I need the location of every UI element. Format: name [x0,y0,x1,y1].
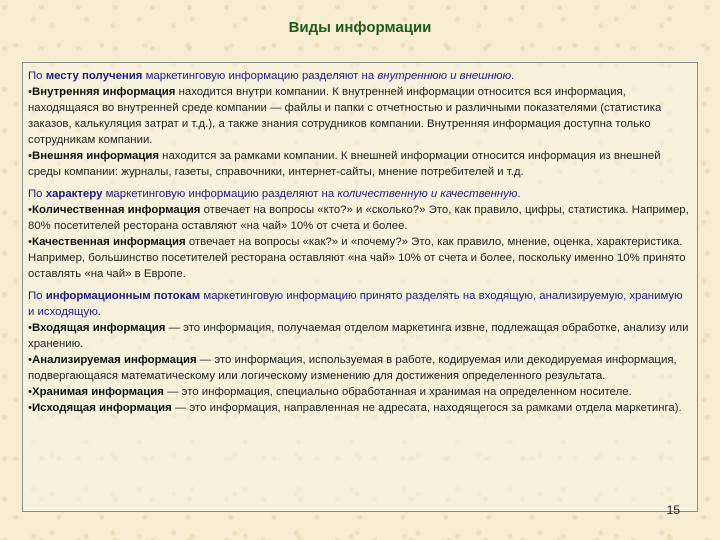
section-emphasis: внутреннюю и внешнюю [377,70,512,82]
section-key: месту получения [45,70,143,82]
item-text: — это информация, используемая в работе, кодируемая или декодируемая информация, подвергающаяся математическому или логическому изменению для достижения определенного результата. [28,354,677,382]
list-item: •Количественная информация отвечает на вопросы «кто?» и «сколько?» Это, как правило, цифры, статистика. Например, 80% посетителей ресторана оставляют «на чай» 10% от счета и более. [28,204,689,232]
section-intro-flows: По информационным потокам маркетинговую информацию принято разделять на входящую, анализируемую, хранимую и исходящую. [28,290,683,318]
list-item: •Внутренняя информация находится внутри компании. К внутренней информации относится вся информация, находящаяся во внутренней среде компании — файлы и папки с отчетностью и различными показателями (статистика заказов, калькуляция затрат и т.д.), а также знания сотрудников компании. Внутренняя информация доступна только сотрудникам компании. [28,86,662,146]
item-text: отвечает на вопросы «кто?» и «сколько?» Это, как правило, цифры, статистика. Например, 80% посетителей ресторана оставляют «на чай» 10% от счета и более. [28,204,689,232]
item-term: Входящая информация [32,322,166,334]
item-term: Внутренняя информация [32,86,176,98]
list-item: •Исходящая информация — это информация, направленная не адресата, находящегося за рамками отдела маркетинга). [28,402,682,414]
item-term: Хранимая информация [32,386,164,398]
list-item: •Качественная информация отвечает на вопросы «как?» и «почему?» Это, как правило, мнение, оценка, характеристика. Например, большинство посетителей ресторана оставляют «на чай» 10% от счета и более, поскольку именно 10% принято оставлять «на чай» в Европе. [28,236,686,280]
item-text: находится внутри компании. К внутренней информации относится вся информация, находящаяся во внутренней среде компании — файлы и папки с отчетностью и различными показателями (статистика заказов, калькуляция затрат и т.д.), а также знания сотрудников компании. Внутренняя информация доступна только сотрудникам компании. [28,86,662,146]
slide-title: Виды информации [288,19,432,36]
item-term: Исходящая информация [32,402,172,414]
item-text: отвечает на вопросы «как?» и «почему?» Это, как правило, мнение, оценка, характеристика. Например, большинство посетителей ресторана оставляют «на чай» 10% от счета и более, поскольку именно 10% принято оставлять «на чай» в Европе. [28,236,686,280]
item-term: Анализируемая информация [32,354,197,366]
list-item: •Хранимая информация — это информация, специально обработанная и хранимая на определенном носителе. [28,386,632,398]
item-term: Качественная информация [32,236,186,248]
item-text: — это информация, специально обработанная и хранимая на определенном носителе. [163,386,632,398]
item-text: находится за рамками компании. К внешней информации относится информация из внешней среды компании: журналы, газеты, справочники, интернет-сайты, мнение потребителей и т.д. [28,150,661,178]
list-item: •Входящая информация — это информация, получаемая отделом маркетинга извне, подлежащая обработке, анализу или хранению. [28,322,689,350]
section-emphasis: количественную и качественную [337,188,518,200]
section-key: характеру [45,188,103,200]
item-term: Внешняя информация [32,150,159,162]
item-text: — это информация, направленная не адресата, находящегося за рамками отдела маркетинга). [171,402,682,414]
item-term: Количественная информация [32,204,201,216]
list-item: •Анализируемая информация — это информация, используемая в работе, кодируемая или декодируемая информация, подвергающаяся математическому или логическому изменению для достижения определенного результата. [28,354,677,382]
page-number: 15 [666,503,680,517]
section-intro-location: По месту получения маркетинговую информацию разделяют на внутреннюю и внешнюю. [28,70,515,82]
list-item: •Внешняя информация находится за рамками компании. К внешней информации относится информация из внешней среды компании: журналы, газеты, справочники, интернет-сайты, мнение потребителей и т.д. [28,150,661,178]
item-text: — это информация, получаемая отделом маркетинга извне, подлежащая обработке, анализу или хранению. [28,322,689,350]
section-key: информационным потокам [45,290,201,302]
section-intro-character: По характеру маркетинговую информацию разделяют на количественную и качественную. [28,188,521,200]
content-box [22,62,698,512]
